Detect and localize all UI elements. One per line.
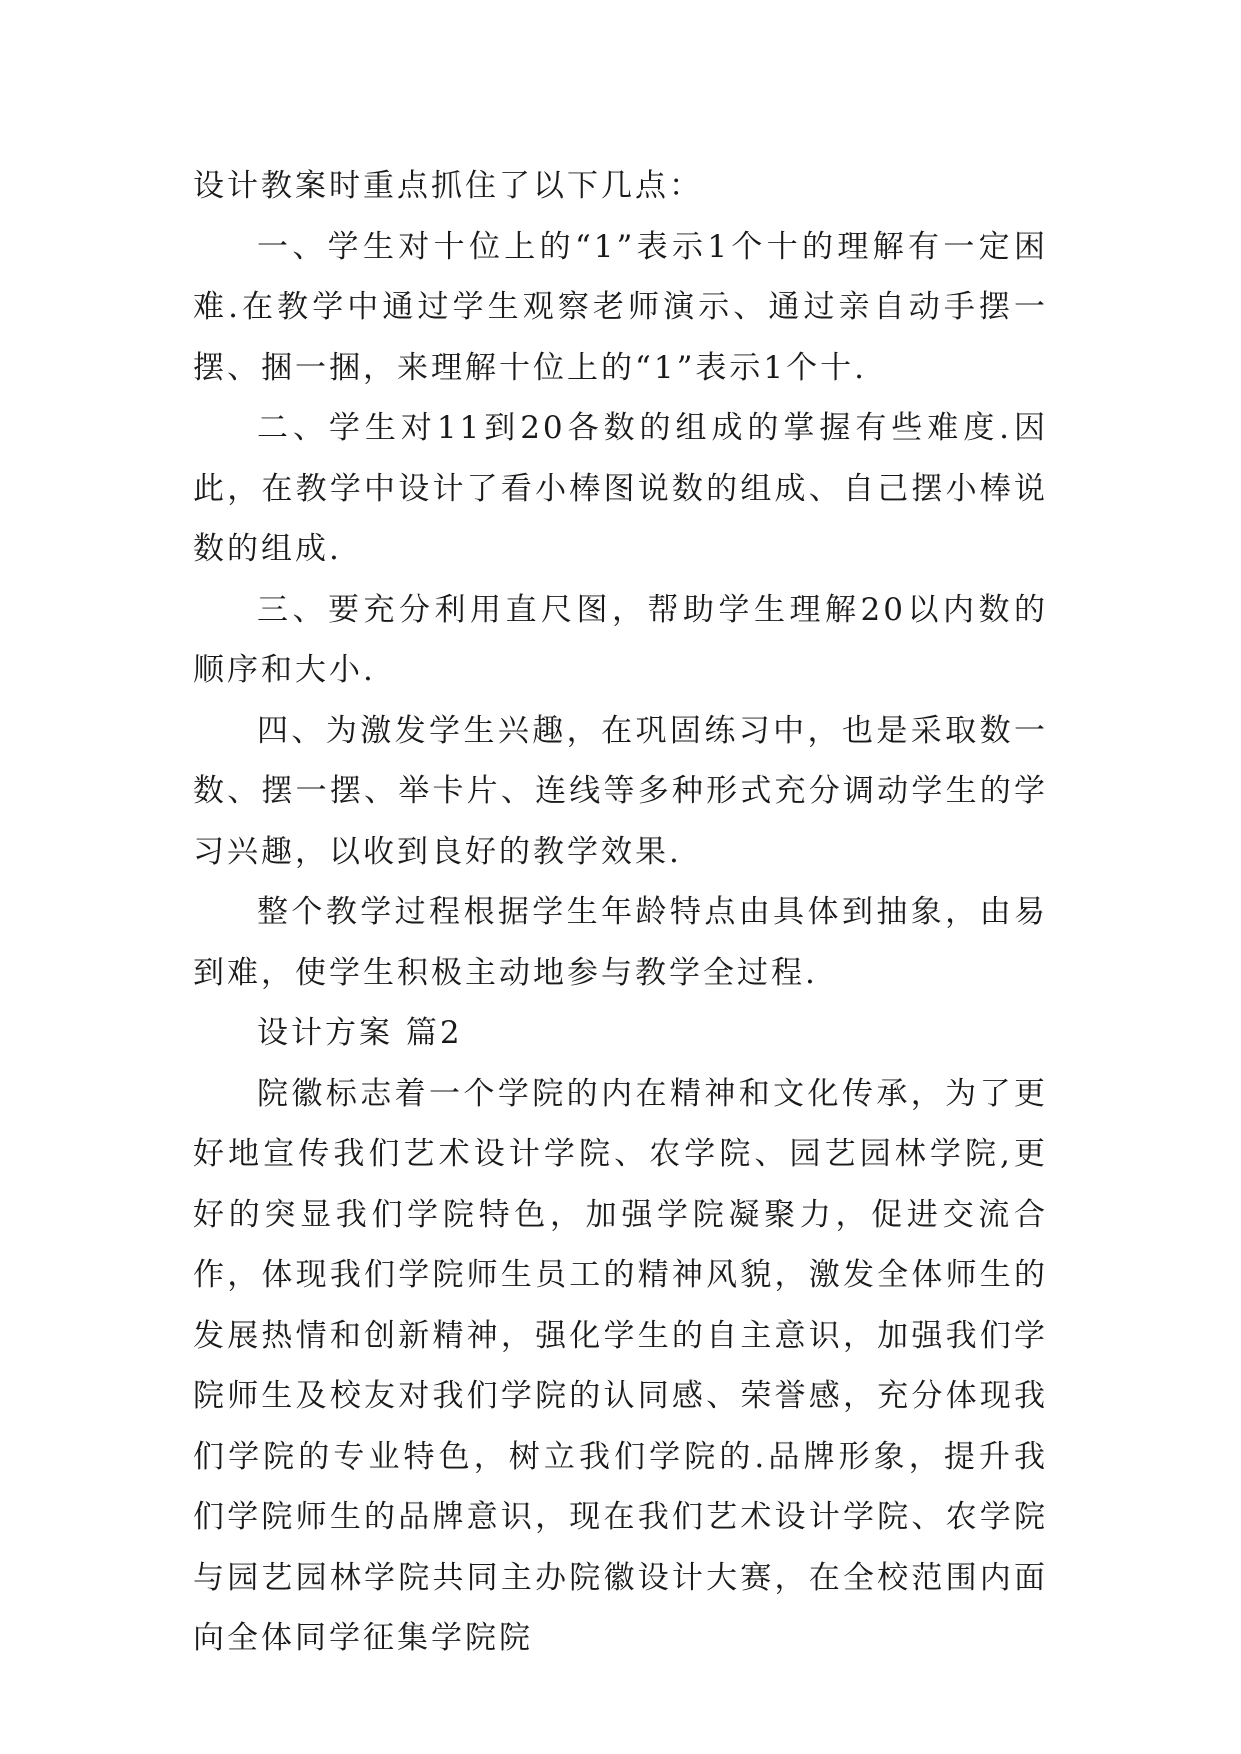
point-two-paragraph: 二、学生对11到20各数的组成的掌握有些难度.因此，在教学中设计了看小棒图说数的组成、自己摆小棒说数的组成. [193, 410, 1048, 567]
intro-paragraph: 设计教案时重点抓住了以下几点： [193, 168, 703, 204]
point-three-paragraph: 三、要充分利用直尺图，帮助学生理解20以内数的顺序和大小. [193, 591, 1048, 688]
summary-paragraph: 整个教学过程根据学生年龄特点由具体到抽象，由易到难，使学生积极主动地参与教学全过程. [193, 894, 1048, 991]
document-body [193, 156, 1048, 1669]
emblem-paragraph: 院徽标志着一个学院的内在精神和文化传承，为了更好地宣传我们艺术设计学院、农学院、园艺园林学院,更好的突显我们学院特色，加强学院凝聚力，促进交流合作，体现我们学院师生员工的精神风貌，激发全体师生的发展热情和创新精神，强化学生的自主意识，加强我们学院师生及校友对我们学院的认同感、荣誉感，充分体现我们学院的专业特色，树立我们学院的.品牌形象，提升我们学院师生的品牌意识，现在我们艺术设计学院、农学院与园艺园林学院共同主办院徽设计大赛，在全校范围内面向全体同学征集学院院 [193, 1075, 1048, 1656]
section-heading: 设计方案 篇2 [257, 1015, 463, 1051]
point-one-paragraph: 一、学生对十位上的“1”表示1个十的理解有一定困难.在教学中通过学生观察老师演示、通过亲自动手摆一摆、捆一捆，来理解十位上的“1”表示1个十. [193, 228, 1048, 386]
point-four-paragraph: 四、为激发学生兴趣，在巩固练习中，也是采取数一数、摆一摆、举卡片、连线等多种形式充分调动学生的学习兴趣，以收到良好的教学效果. [193, 712, 1048, 870]
